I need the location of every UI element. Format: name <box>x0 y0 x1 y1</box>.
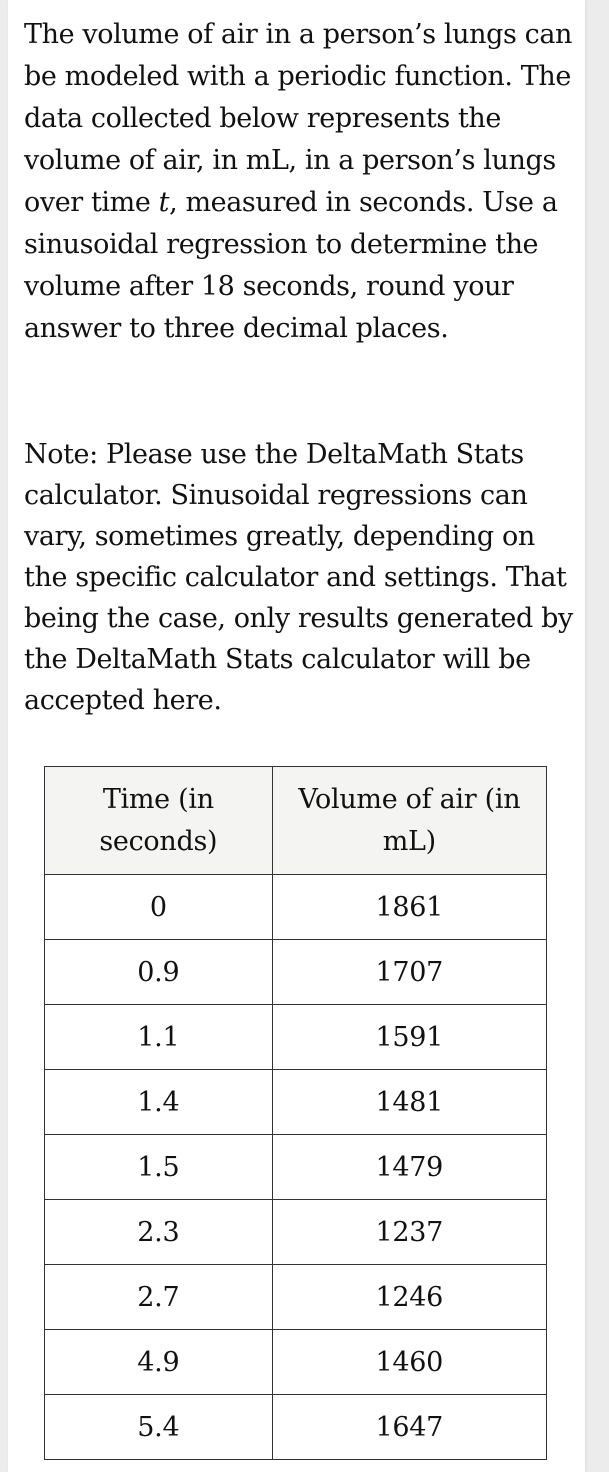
volume-cell: 1246 <box>272 1265 546 1330</box>
time-cell: 0 <box>45 875 273 940</box>
time-cell: 5.4 <box>45 1395 273 1460</box>
time-cell: 1.1 <box>45 1005 273 1070</box>
problem-page <box>8 0 585 1472</box>
table-row <box>45 1395 547 1460</box>
time-variable: t <box>158 187 170 218</box>
volume-cell: 1237 <box>272 1200 546 1265</box>
question-text-part1: The volume of air in a person’s lungs can be modeled with a periodic function. The data collected below represents the volume of air, in mL, in a person’s lungs over time <box>24 19 573 218</box>
volume-cell: 1591 <box>272 1005 546 1070</box>
time-cell: 4.9 <box>45 1330 273 1395</box>
volume-cell: 1481 <box>272 1070 546 1135</box>
table-header-row <box>45 767 547 875</box>
column-header-volume: Volume of air (in mL) <box>272 767 546 875</box>
volume-cell: 1647 <box>272 1395 546 1460</box>
time-cell: 2.3 <box>45 1200 273 1265</box>
table-row <box>45 1265 547 1330</box>
time-cell: 1.4 <box>45 1070 273 1135</box>
question-text <box>24 14 574 350</box>
volume-cell: 1479 <box>272 1135 546 1200</box>
time-value: 18 <box>200 271 235 302</box>
calculator-note: Note: Please use the DeltaMath Stats calculator. Sinusoidal regressions can vary, sometimes greatly, depending on the specific calculator and settings. That being the case, only results generated by the DeltaMath Stats calculator will be accepted here. <box>24 439 573 716</box>
table-row <box>45 1135 547 1200</box>
table-row <box>45 1200 547 1265</box>
time-cell: 2.7 <box>45 1265 273 1330</box>
volume-cell: 1460 <box>272 1330 546 1395</box>
volume-cell: 1707 <box>272 940 546 1005</box>
table-row <box>45 875 547 940</box>
data-table <box>44 766 547 1460</box>
column-header-time: Time (in seconds) <box>45 767 273 875</box>
volume-cell: 1861 <box>272 875 546 940</box>
question-text-part3: seconds, round your answer to three decimal places. <box>24 271 514 344</box>
table-row <box>45 1005 547 1070</box>
table-row <box>45 1330 547 1395</box>
table-row <box>45 940 547 1005</box>
table-row <box>45 1070 547 1135</box>
time-cell: 1.5 <box>45 1135 273 1200</box>
time-cell: 0.9 <box>45 940 273 1005</box>
question-text-part2: , measured in seconds. Use a sinusoidal regression to determine the volume after <box>24 187 558 302</box>
